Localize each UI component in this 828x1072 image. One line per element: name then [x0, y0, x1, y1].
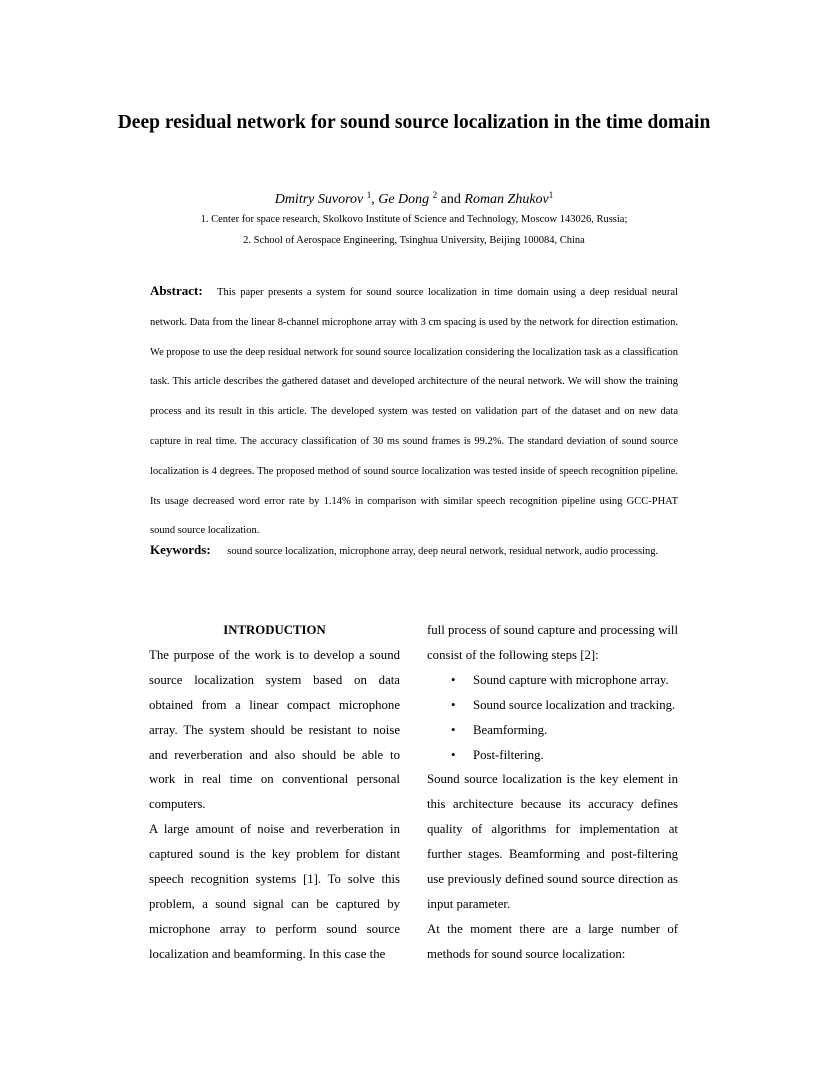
author-separator: , — [371, 192, 379, 207]
body-paragraph: The purpose of the work is to develop a sound source localization system based on data obtained from a linear compact microphone array. The system should be resistant to noise and reverberation and also should be able to work in real time on conventional personal computers. — [149, 647, 400, 812]
section-heading-introduction: INTRODUCTION — [223, 623, 326, 637]
keywords-label: Keywords: — [150, 542, 211, 557]
bullet-icon: • — [451, 747, 456, 762]
bullet-icon: • — [451, 697, 456, 712]
author-affiliation-mark: 2 — [432, 190, 438, 200]
list-item-text: Post-filtering. — [473, 747, 544, 762]
body-paragraph: At the moment there are a large number of methods for sound source localization: — [427, 921, 678, 961]
left-column — [149, 618, 400, 967]
paper-title: Deep residual network for sound source localization in the time domain — [117, 112, 711, 133]
author-line — [0, 190, 828, 210]
step-list — [427, 668, 678, 768]
list-item-text: Beamforming. — [473, 722, 548, 737]
list-item-text: Sound source localization and tracking. — [473, 697, 676, 712]
body-paragraph: A large amount of noise and reverberation in captured sound is the key problem for distant speech recognition systems [1]. To solve this problem, a sound signal can be captured by microphone array to perform sound source localization and beamforming. In this case the — [149, 822, 400, 961]
abstract-text: This paper presents a system for sound source localization in time domain using a deep residual neural network. Data from the linear 8-channel microphone array with 3 cm spacing is used by the network for direction estimation. We propose to use the deep residual network for sound source localization considering the localization task as a classification task. This article describes the gathered dataset and developed architecture of the neural network. We will show the training process and its result in this article. The developed system was tested on validation part of the dataset and on new data capture in real time. The accuracy classification of 30 ms sound frames is 99.2%. The standard deviation of sound source localization is 4 degrees. The proposed method of sound source localization was tested inside of speech recognition pipeline. Its usage decreased word error rate by 1.14% in comparison with similar speech recognition pipeline using GCC-PHAT sound source localization. — [150, 287, 678, 537]
author-affiliation-mark: 1 — [366, 190, 372, 200]
list-item — [427, 693, 678, 718]
bullet-icon: • — [451, 722, 456, 737]
author-name: Dmitry Suvorov — [274, 192, 364, 207]
body-paragraph: Sound source localization is the key element in this architecture because its accuracy defines quality of algorithms for implementation at further stages. Beamforming and post-filtering use previously defined sound source direction as input parameter. — [427, 772, 678, 911]
abstract-label: Abstract: — [150, 283, 203, 298]
keywords-text: sound source localization, microphone array, deep neural network, residual network, audio processing. — [227, 546, 659, 557]
bullet-icon: • — [451, 672, 456, 687]
keywords — [150, 540, 678, 561]
affiliation-2: 2. School of Aerospace Engineering, Tsinghua University, Beijing 100084, China — [243, 235, 585, 246]
author-name: Ge Dong — [378, 192, 430, 207]
right-column — [427, 618, 678, 967]
list-item — [427, 668, 678, 693]
author-separator: and — [437, 192, 465, 207]
author-name: Roman Zhukov — [464, 192, 549, 207]
body-paragraph: full process of sound capture and processing will consist of the following steps [2]: — [427, 623, 678, 662]
list-item — [427, 743, 678, 768]
list-item — [427, 718, 678, 743]
author-affiliation-mark: 1 — [548, 190, 554, 200]
affiliation-1: 1. Center for space research, Skolkovo Institute of Science and Technology, Moscow 143026, Russia; — [200, 214, 628, 225]
abstract — [150, 276, 678, 546]
list-item-text: Sound capture with microphone array. — [473, 672, 669, 687]
